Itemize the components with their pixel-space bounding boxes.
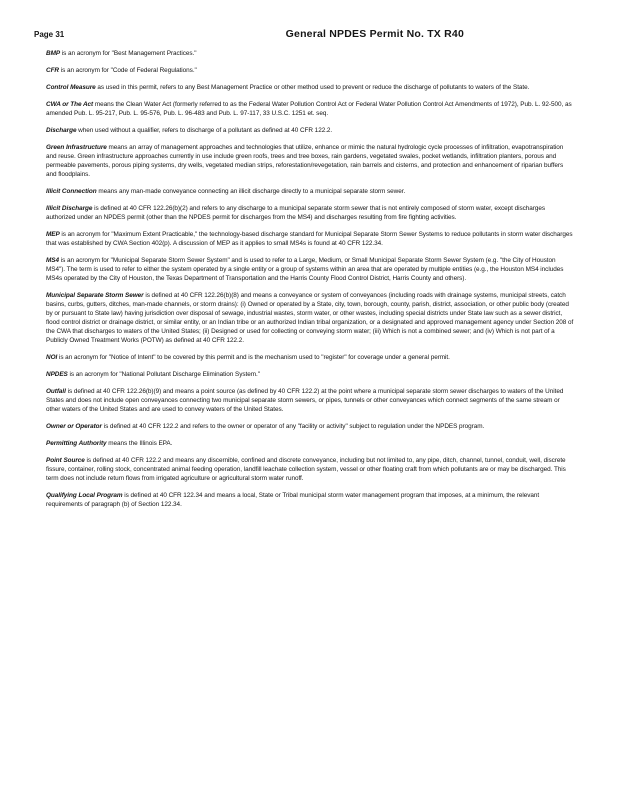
definition-term: Illicit Discharge: [46, 205, 93, 213]
definition-paragraph: [46, 231, 574, 249]
definition-text: is an acronym for "Notice of Intent" to be covered by this permit and is the mechanism used to "register" for coverage under a general permit.: [57, 353, 450, 361]
definition-text: is an acronym for "Best Management Practices.": [60, 50, 197, 57]
page-number: Page 31: [34, 30, 65, 39]
definition-text: is defined at 40 CFR 122.34 and means a local, State or Tribal municipal storm water management program that imposes, at a minimum, the relevant requirements of paragraph (b) of Section 122.34.: [46, 492, 540, 508]
definition-text: means the Clean Water Act (formerly referred to as the Federal Water Pollution Control Act or Federal Water Pollution Control Act Amendments of 1972), Pub. L. 92-500, as amended Pub. L. 95-217, Pub. L. 95-576, Pub. L. 96-483 and Pub. L. 97-117, 33 U.S.C. 1251 et. seq.: [46, 101, 572, 118]
definition-paragraph: [46, 457, 574, 484]
definition-text: is defined at 40 CFR 122.2 and refers to the owner or operator of any "facility or activity" subject to regulation under the NPDES program.: [101, 422, 485, 430]
definition-term: NPDES: [46, 370, 68, 378]
page-header: [34, 28, 574, 40]
definition-paragraph: [46, 84, 574, 93]
definition-term: MS4: [46, 257, 59, 265]
definition-paragraph: [46, 205, 574, 223]
definition-paragraph: [46, 440, 574, 449]
definition-text: means any man-made conveyance connecting an illicit discharge directly to a municipal separate storm sewer.: [96, 188, 406, 196]
definition-term: Owner or Operator: [46, 422, 102, 430]
definition-text: is an acronym for "National Pollutant Discharge Elimination System.": [67, 370, 260, 378]
definition-paragraph: [46, 67, 574, 76]
definition-text: is defined at 40 CFR 122.26(b)(9) and means a point source (as defined by 40 CFR 122.2) at the point where a municipal separate storm sewer discharges to waters of the United States and does not include open conveyances connecting two municipal separate storm sewers, or pipes, tunnels or other conveyances which connect segments of the same stream or other waters of the United States and are used to convey waters of the United States.: [46, 388, 564, 413]
definition-paragraph: [46, 354, 574, 363]
definition-term: Outfall: [46, 388, 66, 395]
definition-text: is defined at 40 CFR 122.26(b)(8) and means a conveyance or system of conveyances (including roads with drainage systems, municipal streets, catch basins, curbs, gutters, ditches, man-made channels, or storm drains): (i) Owned or operated by a State, city, town, borough, county, parish, district, association, or other public body (created by or pursuant to State law) having jurisdiction over disposal of sewage, industrial wastes, storm water, or other wastes, including special districts under State law such as a sewer district, flood control district or drainage district, or similar entity, or an Indian tribe or an authorized Indian tribal organization, or a designated and approved management agency under Section 208 of the CWA that discharges to waters of the United States; (ii) Designed or used for collecting or conveying storm water; (iii) Which is not a combined sewer; and (iv) Which is not part of a Publicly Owned Treatment Works (POTW) as defined at 40 CFR 122.2.: [46, 292, 574, 344]
definition-paragraph: [46, 127, 574, 136]
definition-paragraph: [46, 50, 574, 59]
definition-paragraph: [46, 492, 574, 510]
definition-paragraph: [46, 371, 574, 380]
definition-term: Permitting Authority: [46, 440, 107, 447]
definition-text: as used in this permit, refers to any Best Management Practice or other method used to prevent or reduce the discharge of pollutants to waters of the State.: [95, 84, 530, 92]
definition-paragraph: [46, 144, 574, 180]
definition-paragraph: [46, 292, 574, 345]
definition-term: CWA or The Act: [46, 101, 94, 109]
definition-paragraph: [46, 188, 574, 197]
definition-text: is defined at 40 CFR 122.26(b)(2) and refers to any discharge to a municipal separate storm sewer that is not entirely composed of storm water, except discharges authorized under an NPDES permit (other than the NPDES permit for discharges from the MS4) and discharges resulting from fire fighting activities.: [46, 205, 545, 222]
definition-term: Point Source: [46, 457, 85, 465]
definition-term: MEP: [46, 231, 60, 239]
definition-term: CFR: [46, 67, 59, 75]
definition-text: means an array of management approaches and technologies that utilize, enhance or mimic the natural hydrologic cycle processes of infiltration, evapotranspiration and reuse. Green infrastructure approaches currently in use include green roofs, trees and tree boxes, rain gardens, vegetated swales, pocket wetlands, infiltration planters, porous and permeable pavements, porous piping systems, dry wells, vegetated median strips, reforestation/revegetation, rain barrels and cisterns, and protection and enhancement of riparian buffers and floodplains.: [46, 144, 564, 179]
definition-text: is defined at 40 CFR 122.2 and means any discernible, confined and discrete conveyance, including but not limited to, any pipe, ditch, channel, tunnel, conduit, well, discrete fissure, container, rolling stock, concentrated animal feeding operation, landfill leachate collection system, vessel or other floating craft from which pollutants are or may be discharged. This term does not include return flows from irrigated agriculture or agricultural storm water runoff.: [46, 457, 566, 482]
definition-term: Illicit Connection: [46, 188, 97, 196]
definition-paragraph: [46, 257, 574, 284]
definition-term: Qualifying Local Program: [46, 492, 123, 499]
definition-term: BMP: [46, 50, 61, 57]
permit-title: General NPDES Permit No. TX R40: [285, 28, 464, 40]
definition-term: Green Infrastructure: [46, 144, 107, 152]
definition-text: when used without a qualifier, refers to discharge of a pollutant as defined at 40 CFR 122.2.: [76, 127, 333, 135]
definition-paragraph: [46, 423, 574, 432]
definition-text: is an acronym for "Code of Federal Regulations.": [58, 67, 197, 75]
definition-paragraph: [46, 101, 574, 119]
definition-term: Municipal Separate Storm Sewer: [46, 292, 144, 300]
definitions-list: [46, 50, 574, 510]
definition-text: means the Illinois EPA.: [106, 440, 173, 447]
definition-text: is an acronym for "Maximum Extent Practicable," the technology-based discharge standard for Municipal Separate Storm Sewer Systems to reduce pollutants in storm water discharges that was established by CWA Section 402(p). A discussion of MEP as it applies to small MS4s is found at 40 CFR 122.34.: [46, 231, 573, 248]
definition-term: Control Measure: [46, 84, 96, 92]
definition-text: is an acronym for "Municipal Separate Storm Sewer System" and is used to refer to a Large, Medium, or Small Municipal Separate Storm Sewer System (e.g. "the City of Houston MS4"). The term is used to refer to either the system operated by a single entity or a group of systems within an area that are operated by multiple entities (e.g., the Houston MS4 includes MS4s operated by the City of Houston, the Texas Department of Transportation and the Harris County Flood Control District, Harris County and others).: [46, 257, 564, 283]
definition-term: Discharge: [46, 127, 77, 135]
definition-paragraph: [46, 388, 574, 415]
definition-term: NOI: [46, 353, 58, 361]
